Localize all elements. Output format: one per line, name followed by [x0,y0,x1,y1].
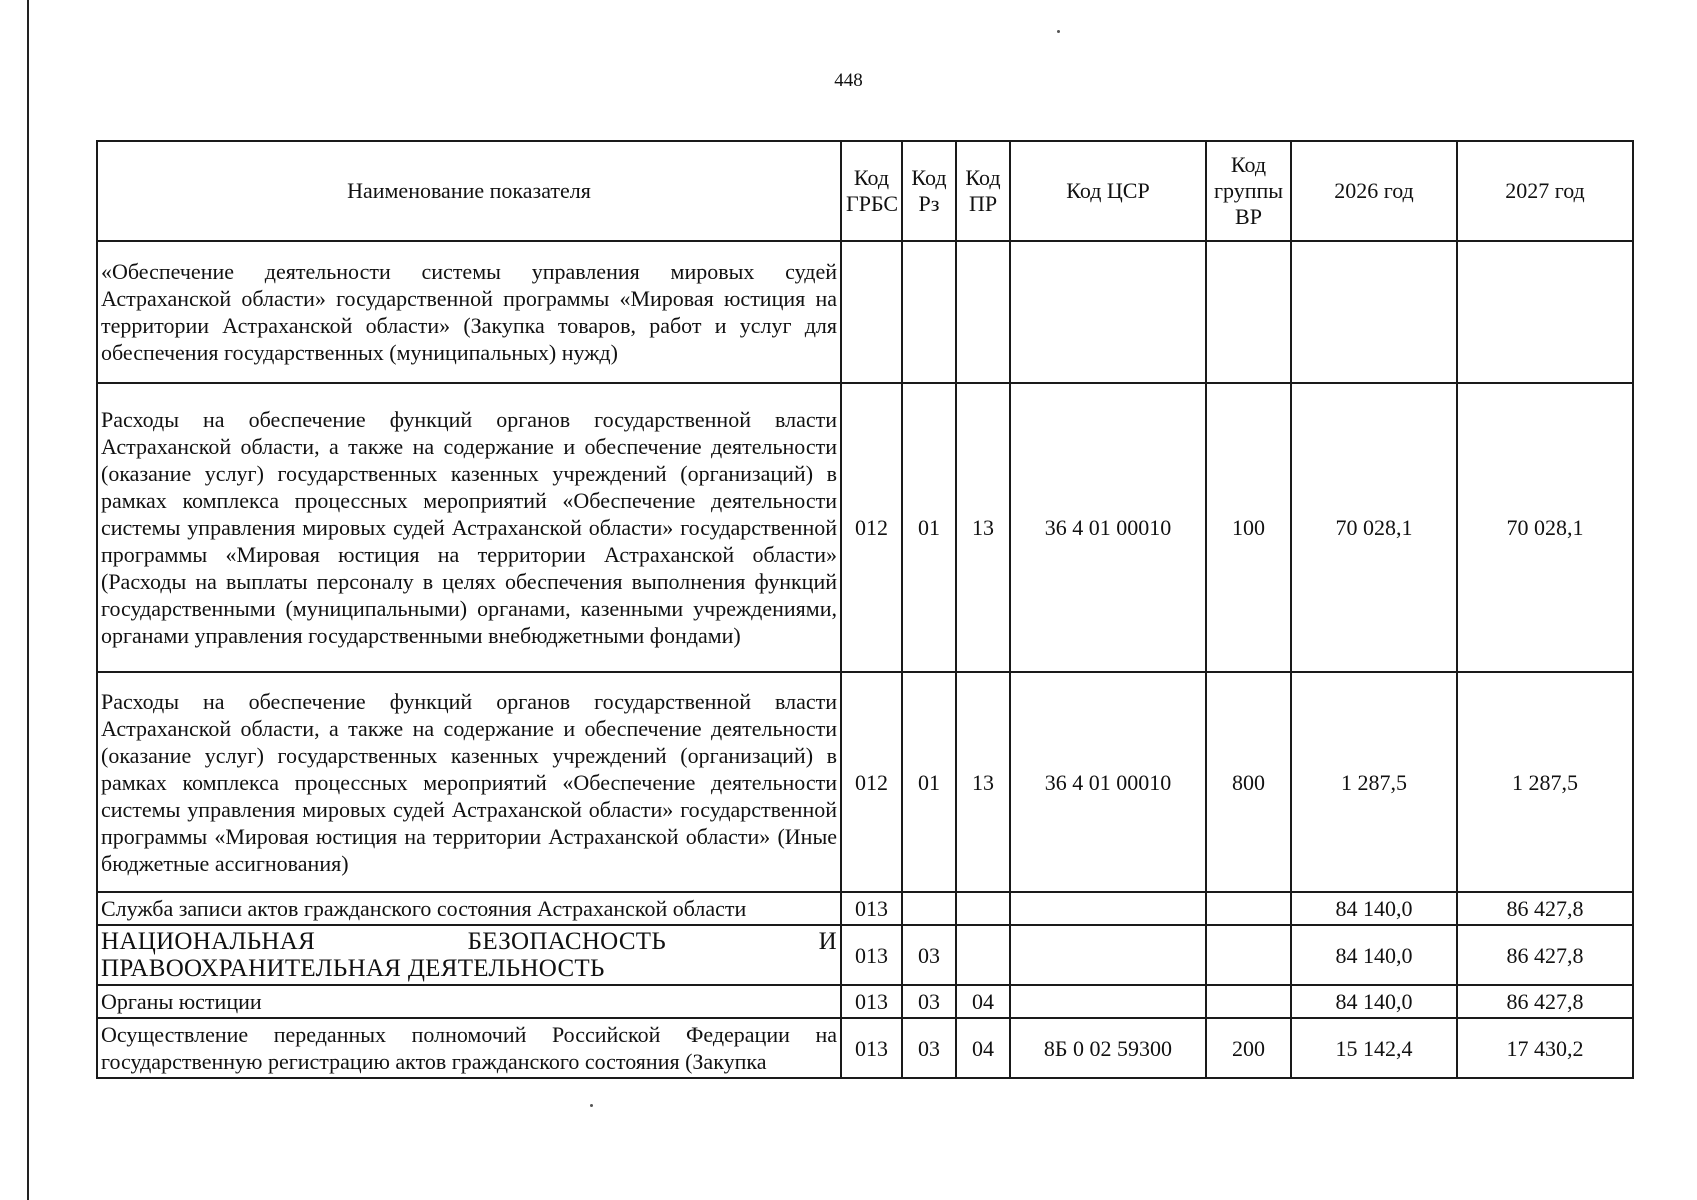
row-rz: 03 [902,985,956,1018]
row-2027: 70 028,1 [1457,383,1633,672]
row-csr [1010,985,1206,1018]
row-2026: 15 142,4 [1291,1018,1457,1078]
page-binding-edge [27,0,29,1200]
row-csr: 36 4 01 00010 [1010,672,1206,892]
header-pr: Код ПР [956,141,1010,241]
row-2027: 1 287,5 [1457,672,1633,892]
row-vr: 800 [1206,672,1291,892]
row-rz: 03 [902,925,956,985]
row-name: Служба записи актов гражданского состояния Астраханской области [97,892,841,925]
row-2027: 86 427,8 [1457,925,1633,985]
budget-table [96,140,1634,1079]
header-csr: Код ЦСР [1010,141,1206,241]
row-2026: 84 140,0 [1291,985,1457,1018]
row-2026: 84 140,0 [1291,925,1457,985]
row-rz: 03 [902,1018,956,1078]
row-2026: 70 028,1 [1291,383,1457,672]
row-csr: 36 4 01 00010 [1010,383,1206,672]
row-pr [956,925,1010,985]
header-rz: Код Рз [902,141,956,241]
header-vr: Код группы ВР [1206,141,1291,241]
row-2027 [1457,241,1633,383]
scan-speck [1057,30,1060,33]
row-pr: 13 [956,672,1010,892]
row-rz: 01 [902,672,956,892]
row-pr [956,241,1010,383]
table-row [97,892,1633,925]
row-csr [1010,892,1206,925]
row-grbs: 013 [841,1018,902,1078]
row-grbs [841,241,902,383]
row-vr: 200 [1206,1018,1291,1078]
row-grbs: 012 [841,383,902,672]
row-vr [1206,985,1291,1018]
header-2026: 2026 год [1291,141,1457,241]
row-name: НАЦИОНАЛЬНАЯ БЕЗОПАСНОСТЬ И ПРАВООХРАНИТЕЛЬНАЯ ДЕЯТЕЛЬНОСТЬ [97,925,841,985]
row-pr: 04 [956,1018,1010,1078]
row-name: «Обеспечение деятельности системы управления мировых судей Астраханской области» государственной программы «Мировая юстиция на территории Астраханской области» (Закупка товаров, работ и услуг для обеспечения государственных (муниципальных) нужд) [97,241,841,383]
row-csr: 8Б 0 02 59300 [1010,1018,1206,1078]
row-name: Органы юстиции [97,985,841,1018]
table-row [97,383,1633,672]
table-row [97,672,1633,892]
row-2026: 84 140,0 [1291,892,1457,925]
row-vr [1206,241,1291,383]
row-name: Расходы на обеспечение функций органов государственной власти Астраханской области, а также на содержание и обеспечение деятельности (оказание услуг) государственных казенных учреждений (организаций) в рамках комплекса процессных мероприятий «Обеспечение деятельности системы управления мировых судей Астраханской области» государственной программы «Мировая юстиция на территории Астраханской области» (Иные бюджетные ассигнования) [97,672,841,892]
row-pr: 13 [956,383,1010,672]
row-grbs: 012 [841,672,902,892]
page-number: 448 [834,70,863,91]
row-pr: 04 [956,985,1010,1018]
table-row [97,985,1633,1018]
row-2026 [1291,241,1457,383]
table-header-row [97,141,1633,241]
table-row [97,241,1633,383]
row-grbs: 013 [841,892,902,925]
row-vr: 100 [1206,383,1291,672]
row-rz [902,241,956,383]
header-name: Наименование показателя [97,141,841,241]
row-rz [902,892,956,925]
header-2027: 2027 год [1457,141,1633,241]
row-2026: 1 287,5 [1291,672,1457,892]
scan-speck [590,1104,593,1107]
table-row [97,925,1633,985]
row-csr [1010,925,1206,985]
row-name: Осуществление переданных полномочий Российской Федерации на государственную регистрацию актов гражданского состояния (Закупка [97,1018,841,1078]
table-row [97,1018,1633,1078]
row-pr [956,892,1010,925]
row-name: Расходы на обеспечение функций органов государственной власти Астраханской области, а также на содержание и обеспечение деятельности (оказание услуг) государственных казенных учреждений (организаций) в рамках комплекса процессных мероприятий «Обеспечение деятельности системы управления мировых судей Астраханской области» государственной программы «Мировая юстиция на территории Астраханской области» (Расходы на выплаты персоналу в целях обеспечения выполнения функций государственными (муниципальными) органами, казенными учреждениями, органами управления государственными внебюджетными фондами) [97,383,841,672]
row-vr [1206,892,1291,925]
row-vr [1206,925,1291,985]
header-grbs: Код ГРБС [841,141,902,241]
row-2027: 86 427,8 [1457,892,1633,925]
row-rz: 01 [902,383,956,672]
row-2027: 17 430,2 [1457,1018,1633,1078]
row-grbs: 013 [841,985,902,1018]
row-grbs: 013 [841,925,902,985]
row-2027: 86 427,8 [1457,985,1633,1018]
row-csr [1010,241,1206,383]
